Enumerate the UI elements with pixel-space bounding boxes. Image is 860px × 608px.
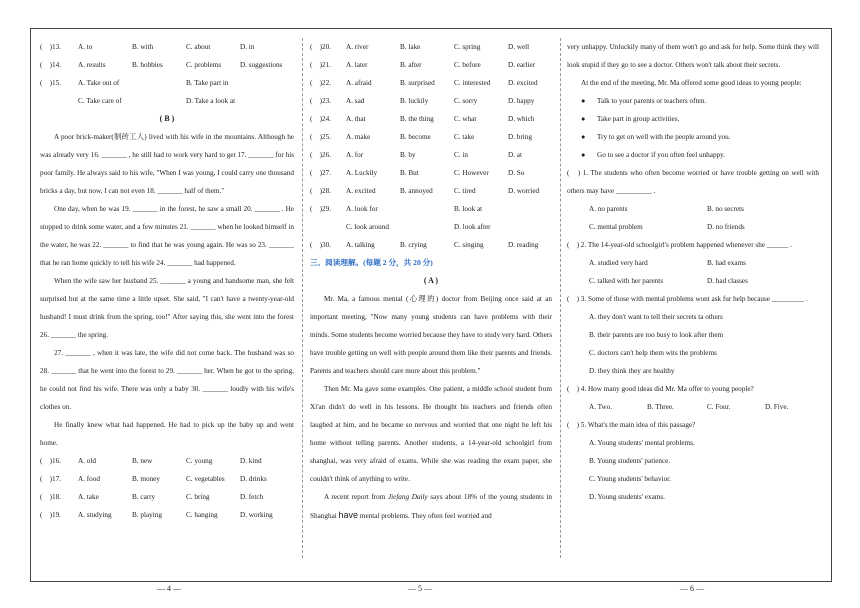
question-13: ( )13. A. to B. with C. about D. in <box>40 43 255 51</box>
column-page-5 <box>310 38 552 525</box>
question-4: ( ) 4. How many good ideas did Mr. Ma offer to young people? <box>567 385 754 393</box>
question-17: ( )17. A. food B. money C. vegetables D. drinks <box>40 475 267 483</box>
passage-paragraph: A poor brick-maker(制砖工人) lived with his wife in the mountains. Although he was already very 16. _______ , he still had to work very hard to get 17. _______ for his poor family. He always said to his wife, "When I was young, I could carry one thousand bricks a day, but now, I can not even 18. _______ half of them." <box>40 133 294 195</box>
question-5-option: B. Young students' patience. <box>589 457 671 465</box>
passage-paragraph: At the end of the meeting, Mr. Ma offered some good ideas to young people: <box>581 79 802 87</box>
passage-paragraph: Mr. Ma, a famous mental (心理的) doctor from Beijing once said at an important meeting, "Now many young students can have problems with their minds. Some students become worried because they have to study very hard. Others have trouble getting on well with people around them like their parents and friends. Parents and teachers should care more about this problem." <box>310 295 552 375</box>
question-3-option: B. their parents are too busy to look after them <box>589 331 724 339</box>
section-heading-b: ( B ) <box>159 114 175 123</box>
question-1: ( ) 1. The students who often become worried or have trouble getting on well with others may have __________ . <box>567 169 819 195</box>
question-23: ( )23. A. sad B. luckily C. sorry D. happy <box>310 97 535 105</box>
bullet-item: ● Try to get on well with the people around you. <box>581 133 731 141</box>
passage-paragraph: very unhappy. Unluckily many of them won't go and ask for help. Some think they will look stupid if they go to see a doctor. Others won't talk about their secrets. <box>567 43 819 69</box>
section-heading-a: ( A ) <box>423 276 439 285</box>
passage-paragraph: A recent report from Jiefang Daily says about 18% of the young students in Shanghai have mental problems. They often feel worried and <box>310 493 552 520</box>
question-20: ( )20. A. river B. lake C. spring D. well <box>310 43 530 51</box>
question-2-options: C. talked with her parents D. had classes <box>589 277 748 285</box>
question-25: ( )25. A. make B. become C. take D. bring <box>310 133 532 141</box>
section-title-reading: 三、阅读理解。(每题 2 分，共 20 分) <box>310 258 433 267</box>
column-page-6 <box>567 38 819 506</box>
column-divider <box>560 38 561 558</box>
column-page-4 <box>40 38 294 524</box>
passage-paragraph: He finally knew what had happened. He had to pick up the baby up and went home. <box>40 421 294 447</box>
question-3-option: C. doctors can't help them wits the problems <box>589 349 717 357</box>
question-2-options: A. studied very hard B. had exams <box>589 259 746 267</box>
passage-paragraph: One day, when he was 19. _______ in the forest, he saw a small 20. _______ . He stopped to drink some water, and a few minutes 21. _______ when he looked himself in the water, he was 22. _______ to find that he was young again. He was so 23. _______ that he ran home quickly to tell his wife 24. _______ had happened. <box>40 205 294 267</box>
question-2: ( ) 2. The 14-year-old schoolgirl's problem happened whenever she ______ . <box>567 241 792 249</box>
page-number: — 4 — <box>157 584 181 593</box>
question-16: ( )16. A. old B. new C. young D. kind <box>40 457 262 465</box>
question-14: ( )14. A. results B. hobbies C. problems D. suggestions <box>40 61 283 69</box>
question-1-options: C. mental problem D. no friends <box>589 223 745 231</box>
question-22: ( )22. A. afraid B. surprised C. interested D. excited <box>310 79 538 87</box>
question-28: ( )28. A. excited B. annoyed C. tired D. worried <box>310 187 540 195</box>
question-26: ( )26. A. for B. by C. in D. at <box>310 151 522 159</box>
question-5-option: A. Young students' mental problems. <box>589 439 695 447</box>
question-29-options-cd: C. look around D. look after <box>346 223 491 231</box>
question-5-option: C. Young students' behavior. <box>589 475 671 483</box>
question-15-options-cd: C. Take care of D. Take a look at <box>78 97 236 105</box>
question-29: ( )29. A. look for B. look at <box>310 205 483 213</box>
question-5: ( ) 5. What's the main idea of this passage? <box>567 421 696 429</box>
bullet-item: ● Talk to your parents or teachers often. <box>581 97 707 105</box>
page-number: — 6 — <box>680 584 704 593</box>
column-divider <box>302 38 303 558</box>
passage-paragraph: When the wife saw her husband 25. _______ a young and handsome man, she felt surprised but at the same time a little upset. She said, "I can't have a twenty-year-old husband! I must drink from the spring, too!" After saying this, she went into the forest 26. _______ the spring. <box>40 277 294 339</box>
question-27: ( )27. A. Luckily B. But C. However D. So <box>310 169 525 177</box>
question-1-options: A. no parents B. no secrets <box>589 205 744 213</box>
bullet-item: ● Go to see a doctor if you often feel unhappy. <box>581 151 726 159</box>
bullet-item: ● Take part in group activities. <box>581 115 680 123</box>
question-3-option: D. they think they are healthy <box>589 367 675 375</box>
question-15: ( )15. A. Take out of B. Take part in <box>40 79 229 87</box>
question-4-options: A. Two. B. Three. C. Four. D. Five. <box>589 403 789 411</box>
question-3-option: A. they don't want to tell their secrets ta others <box>589 313 723 321</box>
question-30: ( )30. A. talking B. crying C. singing D. reading <box>310 241 539 249</box>
page-number: — 5 — <box>408 584 432 593</box>
question-19: ( )19. A. studying B. playing C. hanging D. working <box>40 511 273 519</box>
question-21: ( )21. A. later B. after C. before D. earlier <box>310 61 536 69</box>
passage-paragraph: Then Mr. Ma gave some examples. One patient, a middle school student from Xi'an didn't do well in his lessons. He thought his teachers and friends often laughed at him, and he became so nervous and worried that one night he left his home without telling parents. Another students, a 14-year-old schoolgirl from shanghai, was very afraid of exams. While she was reading the exam paper, she couldn't think of anything to write. <box>310 385 552 483</box>
question-5-option: D. Young students' exams. <box>589 493 665 501</box>
question-24: ( )24. A. that B. the thing C. what D. which <box>310 115 535 123</box>
question-18: ( )18. A. take B. carry C. bring D. fetch <box>40 493 264 501</box>
question-3: ( ) 3. Some of those with mental problems wont ask fur help because _________ . <box>567 295 808 303</box>
passage-paragraph: 27. _______ , when it was late, the wife did not come back. The husband was so 28. _______ that he went into the forest to 29. _______ her. When he got to the spring, he could not find his wife. There was only a baby 30. _______ loudly with his wife's clothes on. <box>40 349 294 411</box>
newspaper-name: Jiefang Daily <box>387 493 428 501</box>
